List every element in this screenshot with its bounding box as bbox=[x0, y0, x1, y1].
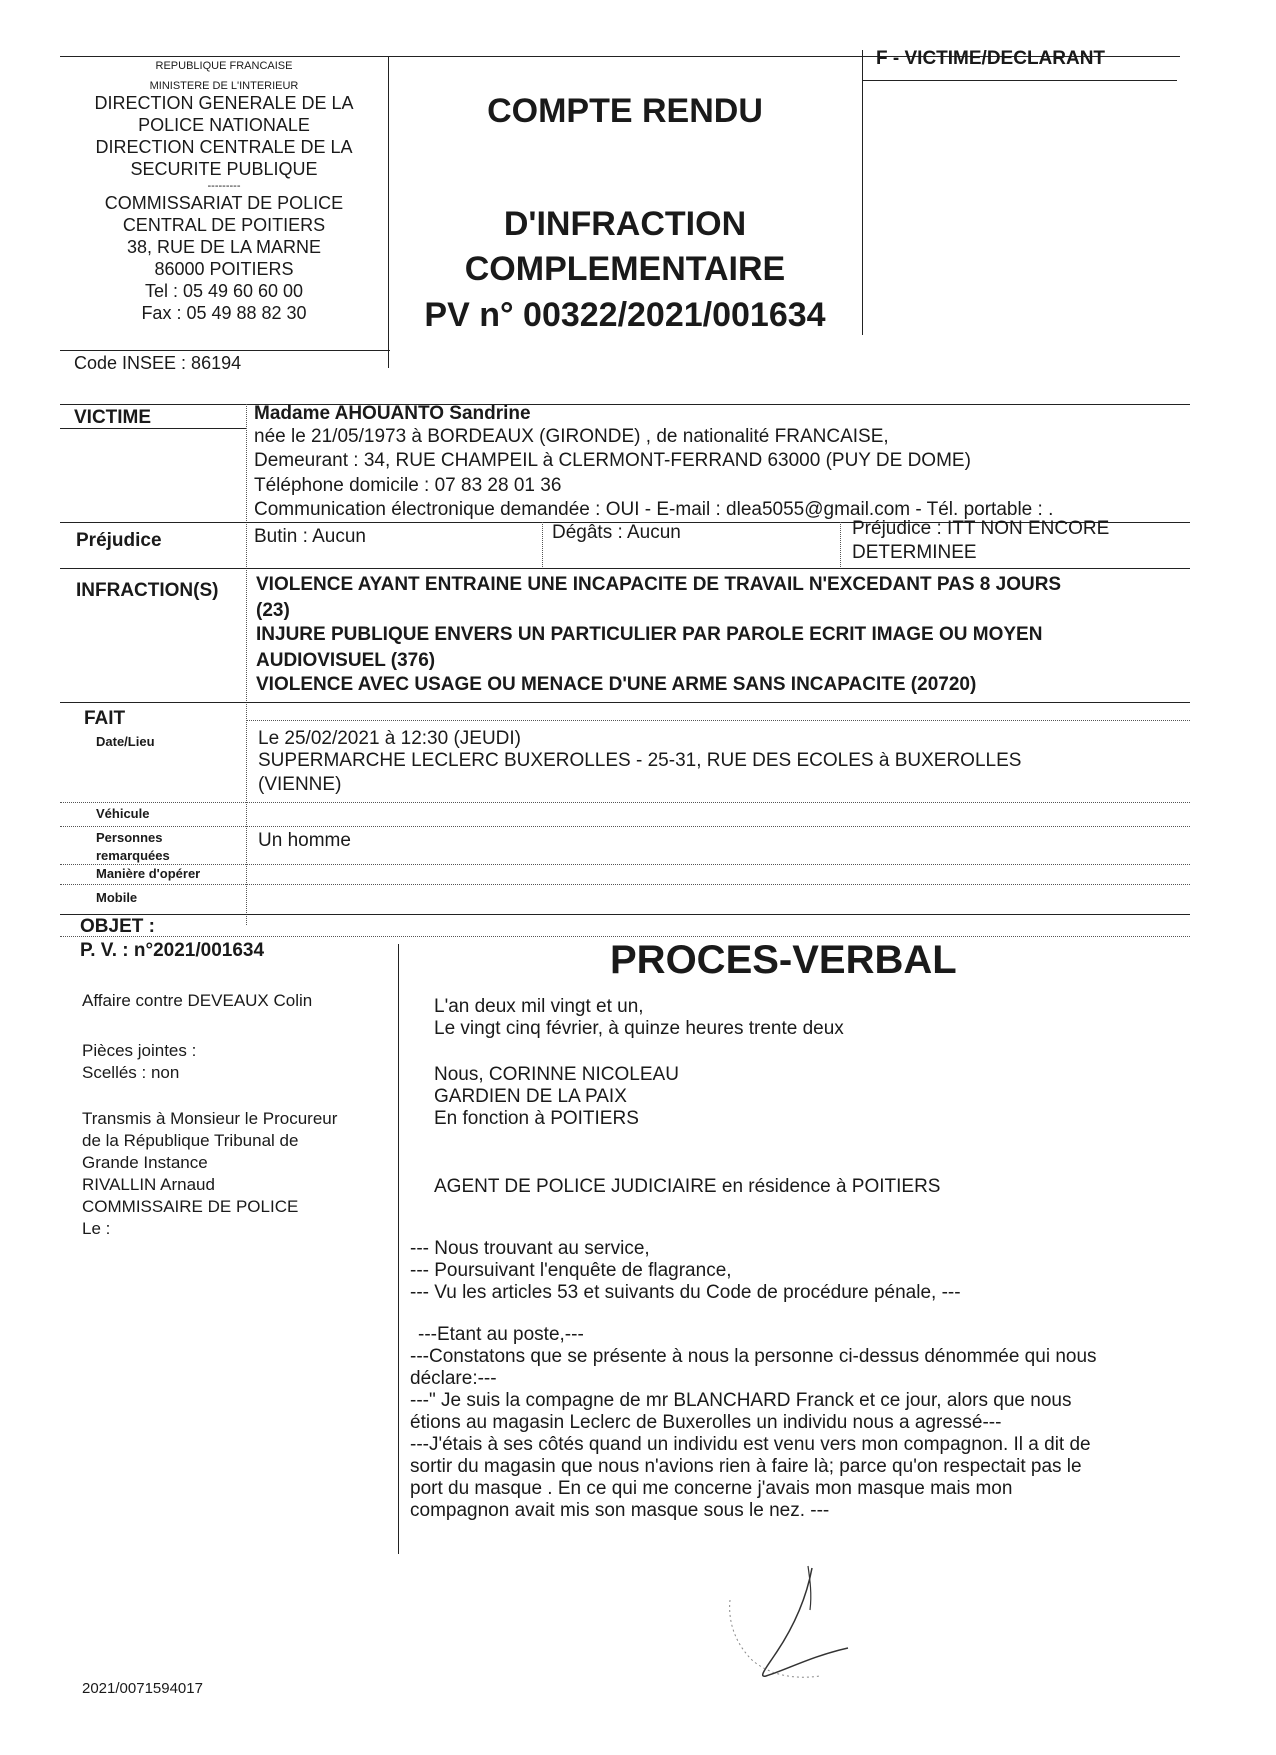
signature-mark bbox=[700, 1560, 900, 1690]
doc-title-line-1: COMPTE RENDU bbox=[487, 92, 763, 130]
header-separator: --------- bbox=[207, 180, 241, 192]
transmis-line-6: Le : bbox=[82, 1219, 111, 1238]
pv-line-8: --- Poursuivant l'enquête de flagrance, bbox=[410, 1260, 732, 1281]
commissariat-line-2: CENTRAL DE POITIERS bbox=[122, 215, 326, 235]
fait-lieu-line-2: (VIENNE) bbox=[258, 774, 342, 795]
pv-number: PV n° 00322/2021/001634 bbox=[424, 296, 826, 334]
dcsp-line-2: SECURITE PUBLIQUE bbox=[130, 159, 318, 179]
prejudice-divider-2 bbox=[840, 522, 841, 569]
pv-line-14: étions au magasin Leclerc de Buxerolles un individu nous a agressé--- bbox=[410, 1412, 1002, 1433]
pieces-jointes: Pièces jointes : bbox=[82, 1041, 197, 1060]
infraction-line-4: AUDIOVISUEL (376) bbox=[256, 650, 436, 671]
insee-code: Code INSEE : 86194 bbox=[74, 353, 242, 373]
commissariat-line-1: COMMISSARIAT DE POLICE bbox=[104, 193, 344, 213]
pv-line-4: GARDIEN DE LA PAIX bbox=[434, 1086, 627, 1107]
infraction-line-1: VIOLENCE AYANT ENTRAINE UNE INCAPACITE DE TRAVAIL N'EXCEDANT PAS 8 JOURS bbox=[256, 574, 1062, 595]
fait-top-line bbox=[60, 702, 1190, 703]
dgpn-line-2: POLICE NATIONALE bbox=[138, 115, 310, 135]
dcsp-line-1: DIRECTION CENTRALE DE LA bbox=[95, 137, 353, 157]
infraction-line-2: (23) bbox=[256, 600, 290, 621]
table-top-line bbox=[60, 404, 1190, 405]
infraction-line-5: VIOLENCE AVEC USAGE OU MENACE D'UNE ARME SANS INCAPACITE (20720) bbox=[256, 674, 977, 695]
prejudice-label: Préjudice bbox=[76, 530, 162, 551]
pv-line-10: ---Etant au poste,--- bbox=[418, 1324, 584, 1345]
pv-line-2: Le vingt cinq février, à quinze heures trente deux bbox=[434, 1018, 844, 1039]
doc-title-line-3: COMPLEMENTAIRE bbox=[464, 250, 786, 288]
pv-line-11: ---Constatons que se présente à nous la personne ci-dessus dénommée qui nous bbox=[410, 1346, 1097, 1367]
prejudice-divider-1 bbox=[542, 522, 543, 569]
pv-line-3: Nous, CORINNE NICOLEAU bbox=[434, 1064, 679, 1085]
victime-label: VICTIME bbox=[74, 407, 152, 428]
agency-header bbox=[60, 60, 388, 324]
infraction-top-line bbox=[60, 568, 1190, 569]
pv-line-18: compagnon avait mis son masque sous le nez. --- bbox=[410, 1500, 830, 1521]
affaire-contre: Affaire contre DEVEAUX Colin bbox=[82, 991, 313, 1010]
fax-line: Fax : 05 49 88 82 30 bbox=[141, 303, 307, 323]
header-divider-2 bbox=[862, 50, 863, 335]
prejudice-value-line-2: DETERMINEE bbox=[852, 542, 977, 563]
victim-communication: Communication électronique demandée : OUI - E-mail : dlea5055@gmail.com - Tél. portable : . bbox=[254, 499, 1054, 520]
transmis-line-1: Transmis à Monsieur le Procureur bbox=[82, 1109, 338, 1128]
objet-top-line bbox=[60, 914, 1190, 915]
address-line-2: 86000 POITIERS bbox=[154, 259, 294, 279]
pv-line-15: ---J'étais à ses côtés quand un individu est venu vers mon compagnon. Il a dit de bbox=[410, 1434, 1091, 1455]
tel-line: Tel : 05 49 60 60 00 bbox=[144, 281, 304, 301]
butin-value: Butin : Aucun bbox=[254, 526, 366, 547]
transmis-line-3: Grande Instance bbox=[82, 1153, 208, 1172]
pv-line-1: L'an deux mil vingt et un, bbox=[434, 996, 644, 1017]
pv-line-17: port du masque . En ce qui me concerne j'avais mon masque mais mon bbox=[410, 1478, 1013, 1499]
victim-phone: Téléphone domicile : 07 83 28 01 36 bbox=[254, 475, 562, 496]
fait-label: FAIT bbox=[84, 708, 126, 729]
vehicule-label: Véhicule bbox=[96, 806, 150, 821]
scelles: Scellés : non bbox=[82, 1063, 180, 1082]
side-column bbox=[82, 990, 392, 1240]
victim-declarant-box: F - VICTIME/DECLARANT bbox=[876, 48, 1106, 69]
personnes-label-1: Personnes bbox=[96, 830, 163, 845]
infraction-line-3: INJURE PUBLIQUE ENVERS UN PARTICULIER PAR PAROLE ECRIT IMAGE OU MOYEN bbox=[256, 624, 1043, 645]
prejudice-value-line-1: Préjudice : ITT NON ENCORE bbox=[852, 518, 1110, 539]
maniere-label: Manière d'opérer bbox=[96, 866, 201, 881]
objet-label: OBJET : bbox=[80, 916, 155, 937]
victim-box-line bbox=[862, 80, 1177, 81]
header-bottom-line bbox=[60, 350, 390, 351]
personnes-label-2: remarquées bbox=[96, 848, 170, 863]
pv-line-16: sortir du magasin que nous n'avions rien à faire là; parce qu'on respectait pas le bbox=[410, 1456, 1082, 1477]
ministry-label: MINISTERE DE L'INTERIEUR bbox=[149, 80, 299, 92]
dgpn-line-1: DIRECTION GENERALE DE LA bbox=[94, 93, 354, 113]
republic-label: REPUBLIQUE FRANCAISE bbox=[155, 60, 293, 72]
date-lieu-label: Date/Lieu bbox=[96, 734, 155, 749]
transmis-line-4: RIVALLIN Arnaud bbox=[82, 1175, 215, 1194]
degats-value: Dégâts : Aucun bbox=[552, 522, 681, 543]
fait-date: Le 25/02/2021 à 12:30 (JEUDI) bbox=[258, 728, 522, 749]
pv-title: PROCES-VERBAL bbox=[610, 938, 957, 982]
table-col-divider bbox=[246, 404, 247, 925]
infractions-label: INFRACTION(S) bbox=[76, 580, 219, 601]
victim-name: Madame AHOUANTO Sandrine bbox=[254, 403, 531, 424]
pv-line-9: --- Vu les articles 53 et suivants du Code de procédure pénale, --- bbox=[410, 1282, 961, 1303]
fait-sub-line bbox=[246, 720, 1190, 721]
maniere-top-line bbox=[60, 864, 1190, 865]
pv-line-13: ---" Je suis la compagne de mr BLANCHARD Franck et ce jour, alors que nous bbox=[410, 1390, 1072, 1411]
transmis-line-2: de la République Tribunal de bbox=[82, 1131, 299, 1150]
transmis-line-5: COMMISSAIRE DE POLICE bbox=[82, 1197, 299, 1216]
pv-intro bbox=[434, 996, 1194, 1198]
address-line-1: 38, RUE DE LA MARNE bbox=[126, 237, 322, 257]
footer-reference: 2021/0071594017 bbox=[82, 1680, 203, 1697]
pv-line-7: --- Nous trouvant au service, bbox=[410, 1238, 650, 1259]
pv-line-6: AGENT DE POLICE JUDICIAIRE en résidence à POITIERS bbox=[434, 1176, 941, 1197]
pv-statement bbox=[410, 1238, 1190, 1522]
objet-bottom-line bbox=[60, 936, 1190, 937]
doc-title-line-2: D'INFRACTION bbox=[503, 205, 747, 243]
pv-reference: P. V. : n°2021/001634 bbox=[80, 940, 265, 961]
mobile-label: Mobile bbox=[96, 890, 138, 905]
mobile-top-line bbox=[60, 884, 1190, 885]
fait-lieu-line-1: SUPERMARCHE LECLERC BUXEROLLES - 25-31, RUE DES ECOLES à BUXEROLLES bbox=[258, 750, 1022, 771]
header-divider-1 bbox=[388, 56, 389, 368]
victim-birth: née le 21/05/1973 à BORDEAUX (GIRONDE) , de nationalité FRANCAISE, bbox=[254, 426, 889, 447]
personnes-top-line bbox=[60, 826, 1190, 827]
pv-left-border bbox=[398, 944, 399, 1554]
vehicule-top-line bbox=[60, 802, 1190, 803]
victim-address: Demeurant : 34, RUE CHAMPEIL à CLERMONT-FERRAND 63000 (PUY DE DOME) bbox=[254, 450, 971, 471]
pv-line-12: déclare:--- bbox=[410, 1368, 497, 1389]
pv-line-5: En fonction à POITIERS bbox=[434, 1108, 639, 1129]
personnes-value: Un homme bbox=[258, 830, 351, 851]
